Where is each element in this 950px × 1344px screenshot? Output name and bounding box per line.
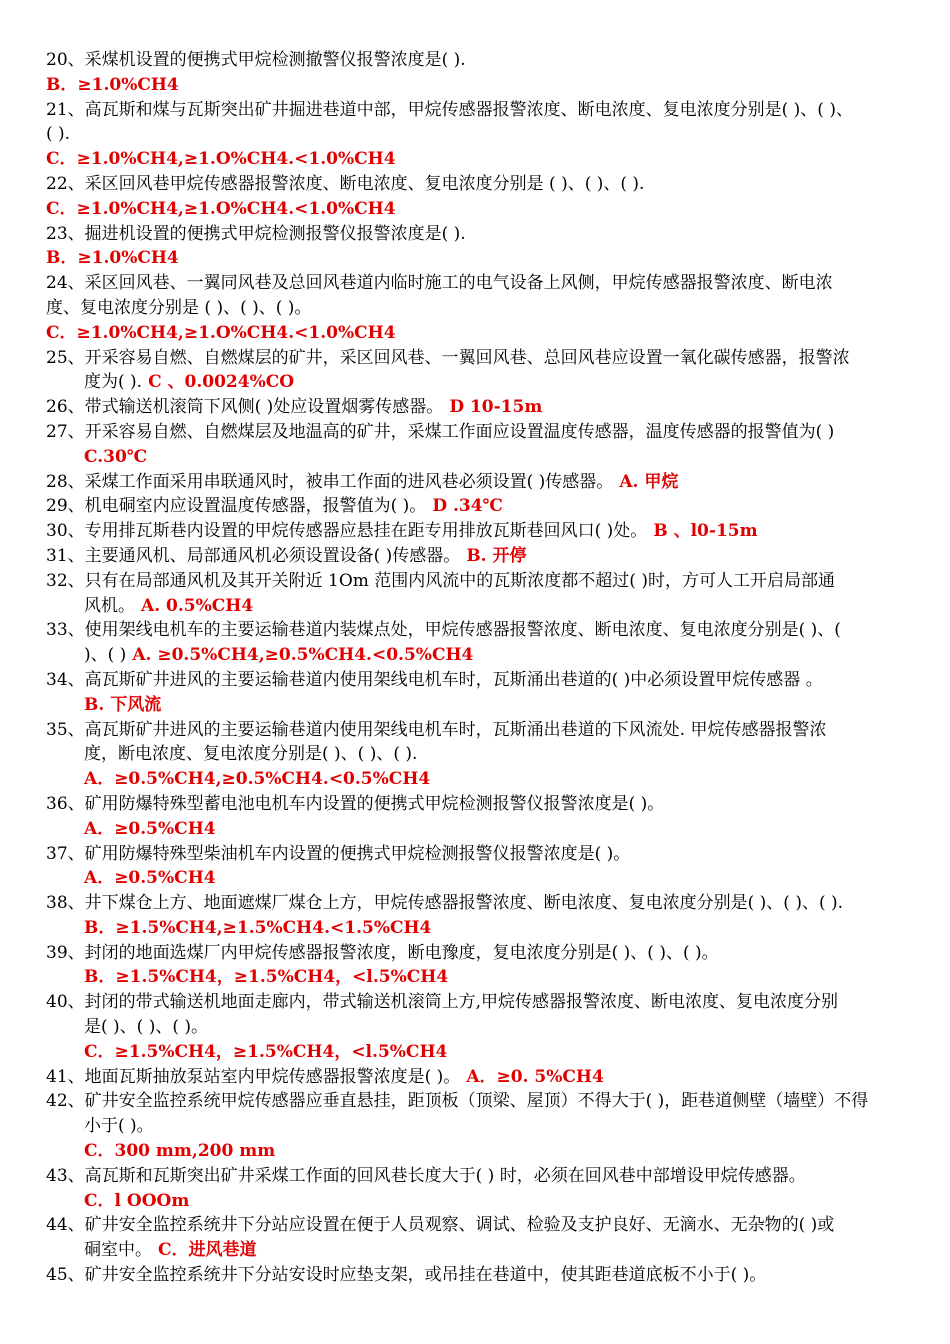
text-line (46, 916, 916, 941)
answer-text: C．l OOOm (84, 1190, 190, 1211)
question-text: 27、开采容易自燃、自燃煤层及地温高的矿井，采煤工作面应设置温度传感器，温度传感器的报警值为( ) (46, 421, 835, 442)
text-line (46, 1189, 916, 1214)
answer-text: C．≥1.5%CH4，≥1.5%CH4，<l.5%CH4 (84, 1041, 448, 1062)
question-text: 41、地面瓦斯抽放泵站室内甲烷传感器报警浓度是( )。 (46, 1066, 461, 1087)
text-line (46, 792, 916, 817)
text-line (46, 246, 916, 271)
answer-text: B. 下风流 (84, 694, 162, 715)
question-text: 35、高瓦斯矿井进风的主要运输巷道内使用架线电机车时，瓦斯涌出巷道的下风流处. 甲烷传感器报警浓 (46, 719, 827, 740)
question-text: 25、开采容易自燃、自燃煤层的矿井，采区回风巷、一翼回风巷、总回风巷应设置一氧化碳传感器，报警浓 (46, 347, 850, 368)
document-page (46, 48, 916, 1288)
text-line (46, 767, 916, 792)
text-line (46, 1164, 916, 1189)
answer-text: A．≥0.5%CH4 (84, 868, 216, 889)
text-line (46, 990, 916, 1015)
text-line (46, 1139, 916, 1164)
question-text: 22、采区回风巷甲烷传感器报警浓度、断电浓度、复电浓度分别是 ( )、( )、( ). (46, 173, 645, 194)
question-text: )、( ) (84, 645, 127, 666)
question-text: 30、专用排瓦斯巷内设置的甲烷传感器应悬挂在距专用排放瓦斯巷回风口( )处。 (46, 521, 648, 542)
question-text: 39、封闭的地面选煤厂内甲烷传感器报警浓度，断电豫度，复电浓度分别是( )、( )、( )。 (46, 942, 719, 963)
question-text: 32、只有在局部通风机及其开关附近 1Om 范围内风流中的瓦斯浓度都不超过( )时，方可人工开启局部通 (46, 570, 835, 591)
text-line (46, 965, 916, 990)
answer-text: A. 甲烷 (619, 471, 679, 492)
text-line (46, 891, 916, 916)
question-text: 20、采煤机设置的便携式甲烷检测撤警仪报警浓度是( ). (46, 50, 466, 70)
text-line (46, 1065, 916, 1090)
question-text: 34、高瓦斯矿井进风的主要运输巷道内使用架线电机车时，瓦斯涌出巷道的( )中必须设置甲烷传感器 。 (46, 669, 823, 690)
text-line (46, 346, 916, 371)
question-text: 度，断电浓度、复电浓度分别是( )、( )、( ). (84, 744, 418, 765)
question-text: 31、主要通风机、局部通风机必须设置设备( )传感器。 (46, 545, 461, 566)
answer-text: A．≥0.5%CH4 (84, 818, 216, 839)
text-line (46, 569, 916, 594)
text-line (46, 866, 916, 891)
text-line (46, 271, 916, 296)
answer-text: D .34℃ (432, 496, 503, 517)
text-line (46, 1040, 916, 1065)
answer-text: B．≥1.5%CH4，≥1.5%CH4，<l.5%CH4 (84, 967, 449, 988)
text-line (46, 1263, 916, 1288)
text-line (46, 494, 916, 519)
text-line (46, 172, 916, 197)
question-text: 40、封闭的带式输送机地面走廊内，带式输送机滚筒上方,甲烷传感器报警浓度、断电浓度、复电浓度分别 (46, 992, 839, 1013)
text-line (46, 445, 916, 470)
text-line (46, 222, 916, 247)
question-text: 42、矿井安全监控系统甲烷传感器应垂直悬挂，距顶板（顶梁、屋顶）不得大于( )，距巷道侧壁（墙壁）不得 (46, 1091, 869, 1112)
text-line (46, 296, 916, 321)
text-line (46, 643, 916, 668)
answer-text: C 、0.0024%CO (148, 372, 295, 393)
text-line (46, 668, 916, 693)
question-text: 风机。 (84, 595, 135, 616)
question-text: 度为( ). (84, 372, 143, 393)
question-text: 28、采煤工作面采用串联通风时，被串工作面的进风巷必须设置( )传感器。 (46, 471, 614, 492)
text-line (46, 941, 916, 966)
answer-text: C．≥1.0%CH4,≥1.O%CH4.<1.0%CH4 (46, 198, 396, 219)
text-line (46, 1089, 916, 1114)
text-line (46, 1238, 916, 1263)
text-line (46, 470, 916, 495)
question-text: 度、复电浓度分别是 ( )、( )、( )。 (46, 297, 312, 318)
question-text: 33、使用架线电机车的主要运输巷道内装煤点处，甲烷传感器报警浓度、断电浓度、复电浓度分别是( )、( (46, 620, 841, 641)
question-text: ( ). (46, 124, 71, 145)
answer-text: C．≥1.0%CH4,≥1.O%CH4.<1.0%CH4 (46, 322, 396, 343)
text-line (46, 321, 916, 346)
text-line (46, 122, 916, 147)
question-text: 44、矿井安全监控系统井下分站应设置在便于人员观察、调试、检验及支护良好、无滴水、无杂物的( )或 (46, 1215, 835, 1236)
answer-text: B 、l0-15m (653, 521, 758, 542)
question-text: 24、采区回风巷、一翼同风巷及总回风巷道内临时施工的电气设备上风侧，甲烷传感器报警浓度、断电浓 (46, 273, 833, 294)
question-text: 38、井下煤仓上方、地面遮煤厂煤仓上方，甲烷传感器报警浓度、断电浓度、复电浓度分别是( )、( )、( ). (46, 893, 844, 914)
text-line (46, 594, 916, 619)
text-line (46, 370, 916, 395)
question-text: 36、矿用防爆特殊型蓄电池电机车内设置的便携式甲烷检测报警仪报警浓度是( )。 (46, 793, 665, 814)
text-line (46, 693, 916, 718)
text-line (46, 742, 916, 767)
answer-text: A．≥0.5%CH4,≥0.5%CH4.<0.5%CH4 (84, 769, 431, 790)
text-line (46, 48, 916, 73)
question-text: 29、机电硐室内应设置温度传感器，报警值为( )。 (46, 496, 427, 517)
text-line (46, 1114, 916, 1139)
text-line (46, 718, 916, 743)
question-text: 26、带式输送机滚筒下风侧( )处应设置烟雾传感器。 (46, 397, 444, 418)
text-line (46, 519, 916, 544)
text-line (46, 73, 916, 98)
question-text: 37、矿用防爆特殊型柴油机车内设置的便携式甲烷检测报警仪报警浓度是( )。 (46, 843, 631, 864)
question-text: 21、高瓦斯和煤与瓦斯突出矿井掘进巷道中部，甲烷传感器报警浓度、断电浓度、复电浓度分别是( )、( )、 (46, 99, 853, 120)
text-line (46, 98, 916, 123)
answer-text: B．≥1.0%CH4 (46, 248, 179, 269)
text-line (46, 147, 916, 172)
text-line (46, 395, 916, 420)
answer-text: A. 0.5%CH4 (141, 595, 254, 616)
answer-text: A. ≥0.5%CH4,≥0.5%CH4.<0.5%CH4 (132, 645, 474, 666)
answer-text: C．300 mm,200 mm (84, 1141, 276, 1162)
question-text: 45、矿井安全监控系统井下分站安设时应垫支架，或吊挂在巷道中，使其距巷道底板不小于( )。 (46, 1265, 767, 1286)
text-line (46, 420, 916, 445)
text-line (46, 197, 916, 222)
question-text: 小于( )。 (84, 1116, 154, 1137)
answer-text: A．≥0. 5%CH4 (466, 1066, 604, 1087)
text-line (46, 1015, 916, 1040)
question-text: 43、高瓦斯和瓦斯突出矿井采煤工作面的回风巷长度大于( ) 时，必须在回风巷中部增设甲烷传感器。 (46, 1165, 806, 1186)
answer-text: C．进风巷道 (158, 1240, 257, 1261)
question-text: 23、掘进机设置的便携式甲烷检测报警仪报警浓度是( ). (46, 223, 466, 244)
answer-text: B．≥1.0%CH4 (46, 74, 179, 95)
text-line (46, 618, 916, 643)
answer-text: C.30℃ (84, 446, 148, 467)
question-text: 硐室中。 (84, 1240, 152, 1261)
question-text: 是( )、( )、( )。 (84, 1017, 209, 1038)
answer-text: B．≥1.5%CH4,≥1.5%CH4.<1.5%CH4 (84, 917, 432, 938)
text-line (46, 842, 916, 867)
answer-text: B. 开停 (466, 545, 527, 566)
answer-text: D 10-15m (449, 397, 543, 418)
text-line (46, 1213, 916, 1238)
answer-text: C．≥1.0%CH4,≥1.O%CH4.<1.0%CH4 (46, 149, 396, 170)
text-line (46, 544, 916, 569)
text-line (46, 817, 916, 842)
